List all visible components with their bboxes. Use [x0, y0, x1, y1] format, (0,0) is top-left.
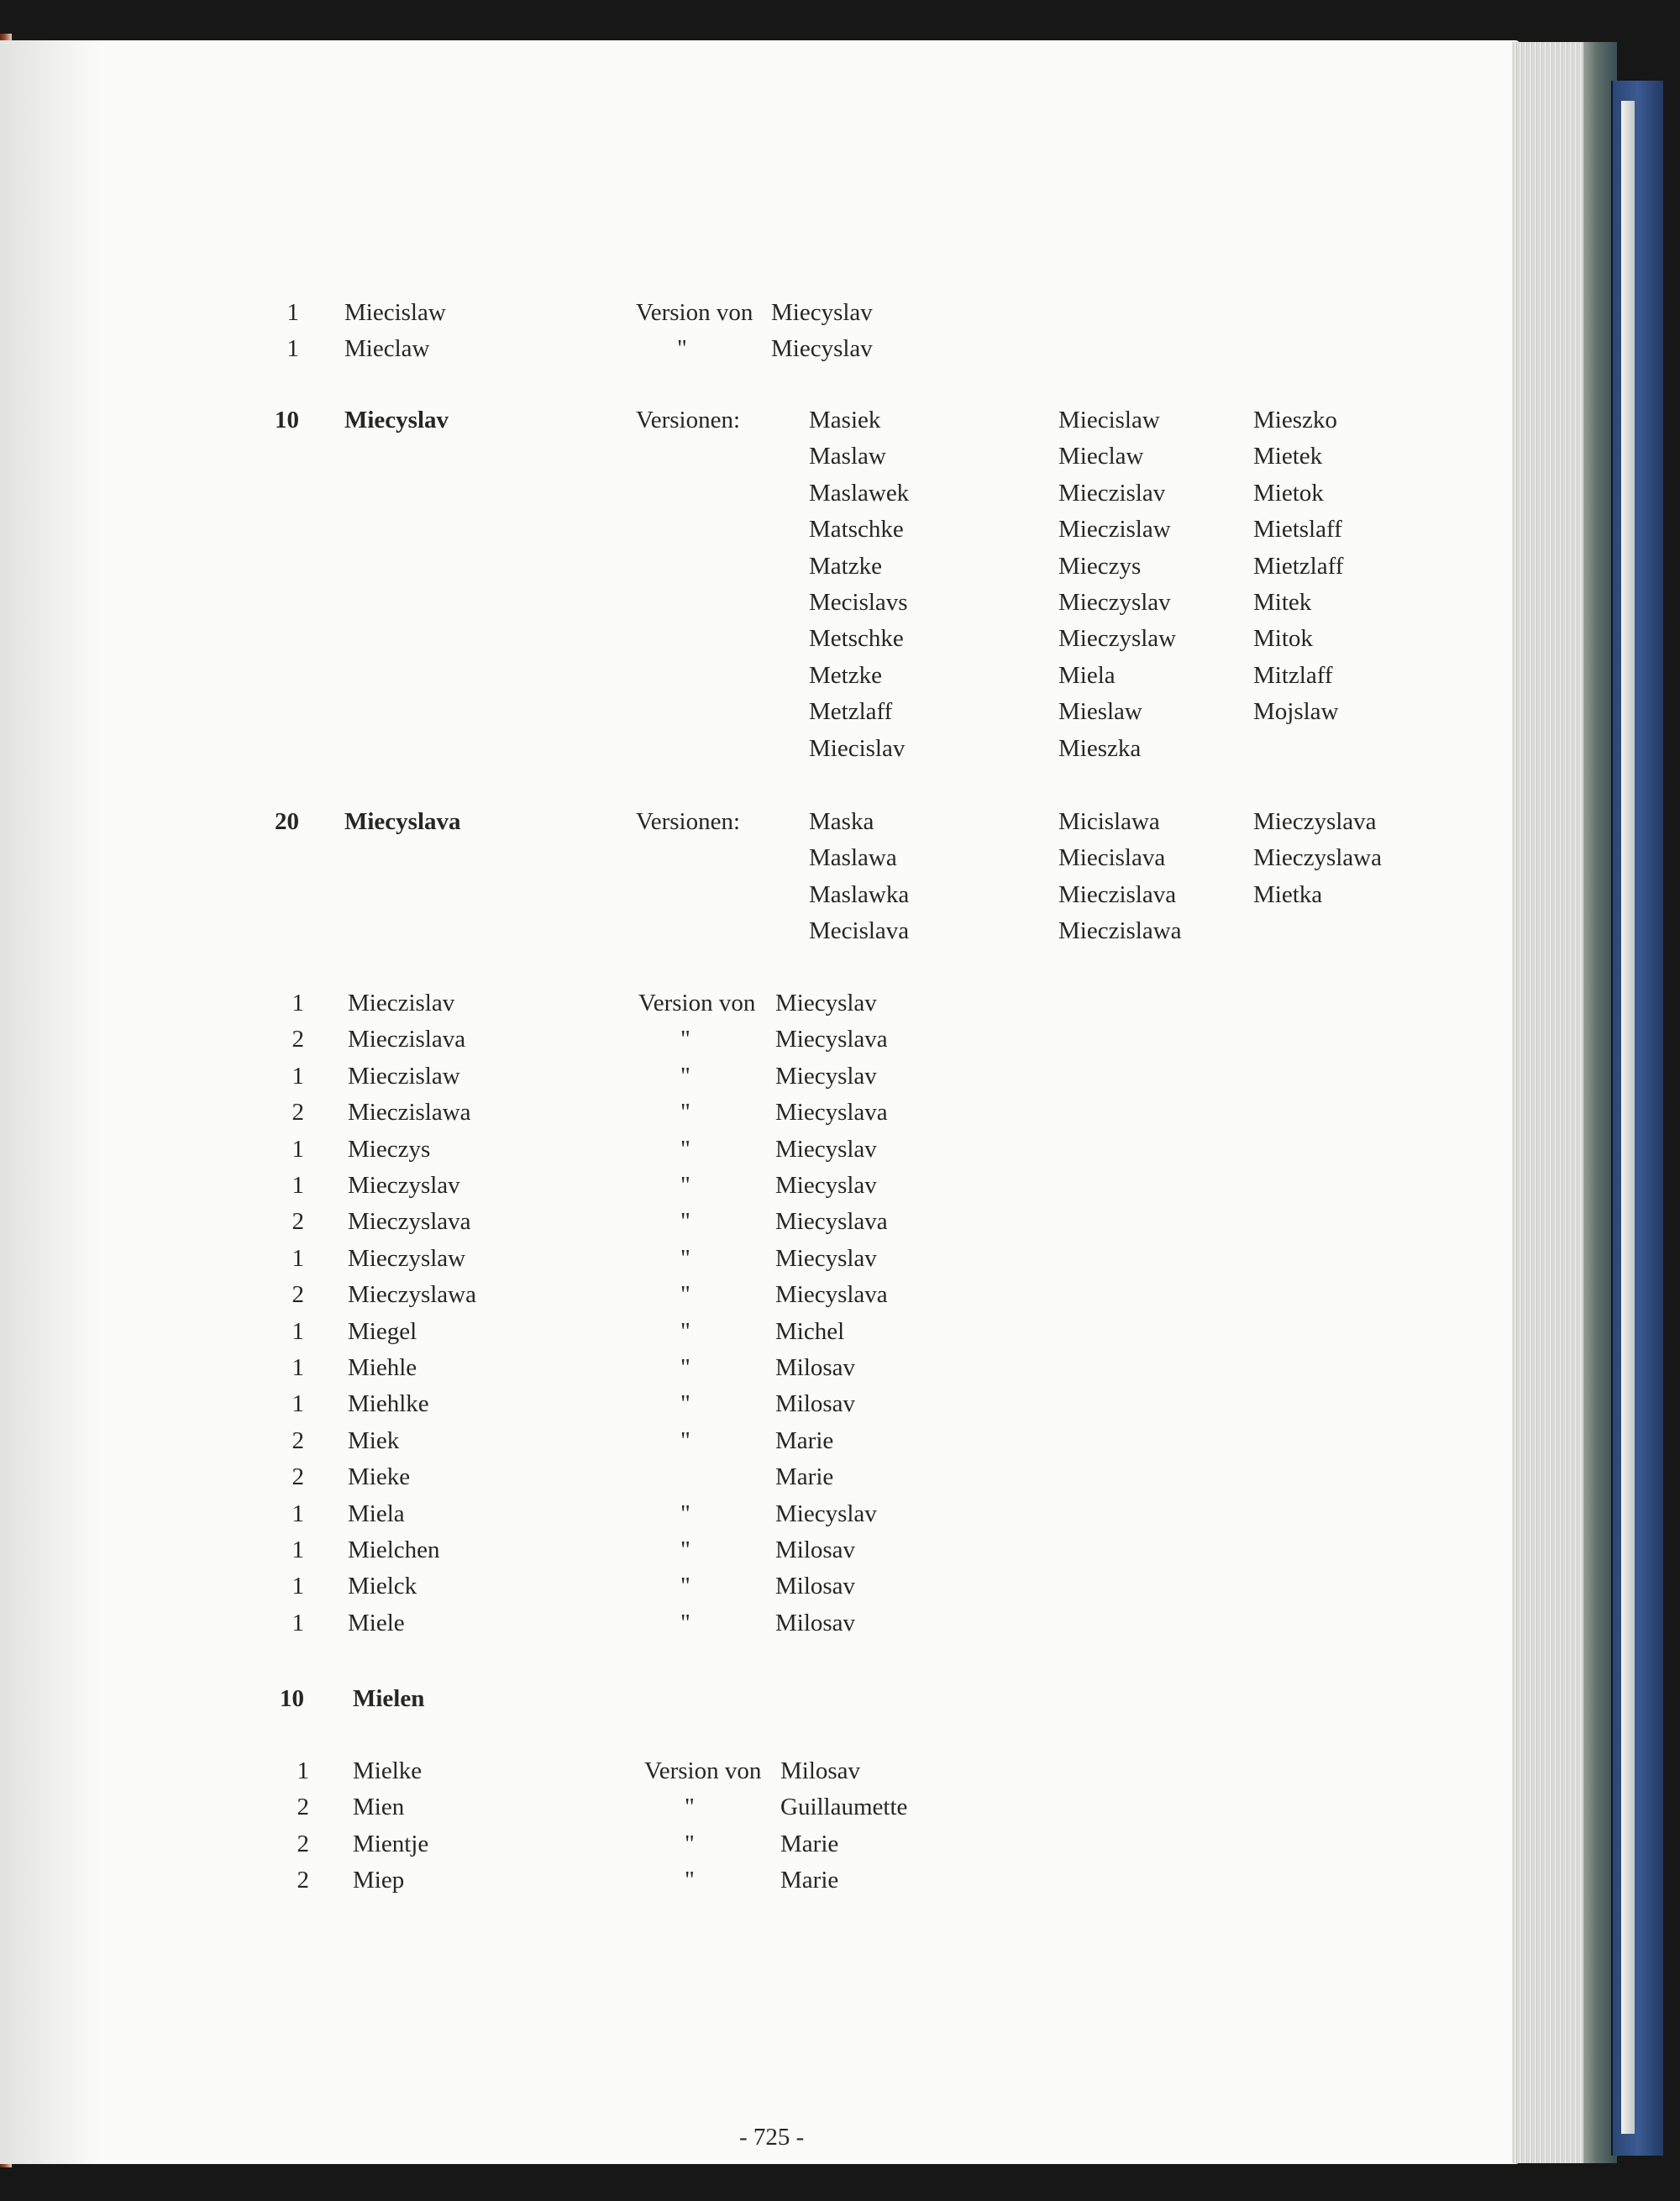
- entry-name: Mieczislava: [348, 1026, 466, 1053]
- entry-target: Milosav: [775, 1390, 856, 1418]
- variant-name: Mieczys: [1058, 552, 1142, 580]
- entry-count: 2: [297, 1867, 309, 1894]
- variant-name: Metzke: [809, 661, 882, 689]
- entry-target: Miecyslav: [771, 299, 873, 326]
- entry-target: Miecyslava: [775, 1281, 888, 1309]
- entry-target: Milosav: [775, 1536, 856, 1563]
- headword-name: Mielen: [353, 1685, 425, 1712]
- entry-note: ": [680, 1536, 690, 1563]
- entry-name: Mieczyslawa: [348, 1281, 476, 1309]
- variant-name: Mieszko: [1253, 407, 1337, 433]
- group-label: Versionen:: [636, 808, 741, 835]
- entry-count: 1: [291, 1573, 304, 1600]
- entry-count: 2: [291, 1281, 304, 1309]
- variant-name: Mieczislava: [1058, 880, 1177, 908]
- group-name: Miecyslava: [344, 808, 461, 835]
- group-label: Versionen:: [636, 407, 741, 433]
- entry-count: 2: [291, 1099, 304, 1127]
- group-count: 20: [275, 808, 299, 835]
- book-cover-edge: [1611, 81, 1663, 2156]
- entry-name: Mien: [353, 1794, 405, 1821]
- variant-name: Miecislava: [1058, 844, 1166, 872]
- entry-count: 1: [291, 1500, 304, 1527]
- entry-target: Marie: [780, 1867, 839, 1894]
- group-count: 10: [275, 407, 299, 433]
- variant-name: Mietok: [1253, 479, 1324, 507]
- variant-name: Maska: [809, 808, 874, 835]
- entry-name: Mieczys: [348, 1135, 431, 1163]
- entry-name: Mielke: [353, 1757, 423, 1784]
- entry-note: ": [680, 1426, 690, 1454]
- variant-name: Mieczislaw: [1058, 516, 1171, 544]
- entry-target: Marie: [780, 1830, 839, 1857]
- entry-name: Mieke: [348, 1463, 411, 1491]
- variant-name: Metschke: [809, 625, 904, 653]
- entry-count: 1: [291, 1244, 304, 1272]
- entry-target: Milosav: [775, 1354, 856, 1381]
- entry-target: Guillaumette: [780, 1794, 908, 1821]
- entry-target: Miecyslav: [775, 1172, 877, 1199]
- variant-name: Miecislav: [809, 734, 906, 762]
- variant-name: Mecislava: [809, 917, 910, 945]
- variant-name: Mietslaff: [1253, 516, 1342, 544]
- entry-note: ": [680, 1317, 690, 1345]
- variant-name: Maslawka: [809, 880, 910, 908]
- entry-name: Miela: [348, 1500, 405, 1527]
- entry-target: Miecyslav: [775, 990, 877, 1016]
- entry-name: Miep: [353, 1867, 405, 1894]
- entry-count: 1: [291, 1536, 304, 1563]
- variant-name: Mieczyslawa: [1253, 844, 1382, 872]
- entry-note: ": [680, 1244, 690, 1272]
- entry-count: 1: [297, 1757, 309, 1784]
- entry-target: Miecyslav: [775, 1135, 877, 1163]
- variant-name: Mecislavs: [809, 589, 908, 616]
- entry-name: Mieczislaw: [348, 1062, 460, 1090]
- entry-count: 2: [291, 1426, 304, 1454]
- entry-count: 1: [291, 1062, 304, 1090]
- entry-name: Mieczyslava: [348, 1208, 471, 1236]
- entry-note: Version von: [636, 299, 753, 326]
- variant-name: Miela: [1058, 661, 1116, 689]
- entry-name: Mieczyslaw: [348, 1244, 466, 1272]
- entry-target: Miecyslav: [775, 1244, 877, 1272]
- variant-name: Maslawek: [809, 479, 910, 507]
- entry-target: Miecyslav: [775, 1500, 877, 1527]
- variant-name: Mieslaw: [1058, 698, 1142, 726]
- entry-note: ": [685, 1794, 695, 1821]
- variant-name: Mieczyslava: [1253, 808, 1377, 835]
- entry-note: ": [680, 1135, 690, 1163]
- entry-count: 1: [291, 990, 304, 1016]
- entry-count: 1: [291, 1609, 304, 1636]
- entry-note: ": [680, 1390, 690, 1418]
- entry-target: Miecyslav: [775, 1062, 877, 1090]
- entry-note: ": [680, 1099, 690, 1127]
- entry-target: Milosav: [775, 1573, 856, 1600]
- entry-target: Miecyslava: [775, 1026, 888, 1053]
- entry-count: 2: [297, 1830, 309, 1857]
- entry-note: ": [680, 1281, 690, 1309]
- entry-name: Mieczislav: [348, 990, 455, 1016]
- entry-name: Miehle: [348, 1354, 417, 1381]
- entry-target: Miecyslav: [771, 335, 873, 363]
- variant-name: Mieczislawa: [1058, 917, 1182, 945]
- page-stack-edges: [1512, 42, 1617, 2163]
- headword-count: 10: [280, 1685, 304, 1712]
- variant-name: Maslaw: [809, 443, 886, 470]
- variant-name: Miecislaw: [1058, 407, 1160, 433]
- entry-count: 1: [291, 1317, 304, 1345]
- entry-name: Mieczislawa: [348, 1099, 471, 1127]
- variant-name: Masiek: [809, 407, 881, 433]
- variant-name: Matschke: [809, 516, 904, 544]
- entry-count: 1: [286, 299, 299, 326]
- entry-target: Marie: [775, 1463, 834, 1491]
- gutter-shadow: [0, 40, 101, 2164]
- entry-note: ": [680, 1208, 690, 1236]
- entry-note: ": [680, 1026, 690, 1053]
- entry-note: ": [685, 1867, 695, 1894]
- entry-target: Milosav: [780, 1757, 861, 1784]
- entry-name: Miegel: [348, 1317, 417, 1345]
- group-name: Miecyslav: [344, 407, 449, 433]
- entry-target: Marie: [775, 1426, 834, 1454]
- entry-target: Michel: [775, 1317, 845, 1345]
- entry-note: ": [680, 1500, 690, 1527]
- variant-name: Mieczyslav: [1058, 589, 1171, 616]
- entry-count: 2: [291, 1208, 304, 1236]
- variant-name: Mojslaw: [1253, 698, 1339, 726]
- variant-name: Mietek: [1253, 443, 1323, 470]
- entry-name: Mielck: [348, 1573, 417, 1600]
- entry-name: Miecislaw: [344, 299, 446, 326]
- variant-name: Mietka: [1253, 880, 1323, 908]
- variant-name: Maslawa: [809, 844, 897, 872]
- entry-note: ": [680, 1609, 690, 1636]
- variant-name: Micislawa: [1058, 808, 1160, 835]
- cover-endpaper: [1621, 101, 1635, 2134]
- entry-note: ": [685, 1830, 695, 1857]
- entry-note: Version von: [644, 1757, 762, 1784]
- entry-name: Mieczyslav: [348, 1172, 460, 1199]
- variant-name: Mietzlaff: [1253, 552, 1344, 580]
- entry-count: 1: [291, 1135, 304, 1163]
- entry-target: Miecyslava: [775, 1208, 888, 1236]
- entry-name: Mieclaw: [344, 335, 430, 363]
- entry-note: ": [677, 335, 687, 363]
- entry-count: 2: [291, 1463, 304, 1491]
- page-number: - 725 -: [739, 2124, 805, 2151]
- entry-name: Miek: [348, 1426, 400, 1454]
- variant-name: Mieczyslaw: [1058, 625, 1177, 653]
- variant-name: Mitzlaff: [1253, 661, 1333, 689]
- entry-note: ": [680, 1172, 690, 1199]
- entry-note: Version von: [638, 990, 756, 1016]
- entry-count: 2: [291, 1026, 304, 1053]
- entry-note: ": [680, 1573, 690, 1600]
- entry-name: Mielchen: [348, 1536, 440, 1563]
- entry-count: 1: [291, 1354, 304, 1381]
- book-page: [0, 40, 1520, 2164]
- entry-note: ": [680, 1062, 690, 1090]
- entry-name: Miehlke: [348, 1390, 429, 1418]
- variant-name: Mieczislav: [1058, 479, 1166, 507]
- variant-name: Mitok: [1253, 625, 1313, 653]
- entry-count: 1: [291, 1390, 304, 1418]
- entry-target: Milosav: [775, 1609, 856, 1636]
- entry-count: 2: [297, 1794, 309, 1821]
- entry-name: Mientje: [353, 1830, 429, 1857]
- variant-name: Mieszka: [1058, 734, 1142, 762]
- entry-name: Miele: [348, 1609, 405, 1636]
- entry-count: 1: [286, 335, 299, 363]
- variant-name: Mieclaw: [1058, 443, 1144, 470]
- variant-name: Matzke: [809, 552, 882, 580]
- entry-target: Miecyslava: [775, 1099, 888, 1127]
- variant-name: Mitek: [1253, 589, 1312, 616]
- entry-count: 1: [291, 1172, 304, 1199]
- variant-name: Metzlaff: [809, 698, 893, 726]
- entry-note: ": [680, 1354, 690, 1381]
